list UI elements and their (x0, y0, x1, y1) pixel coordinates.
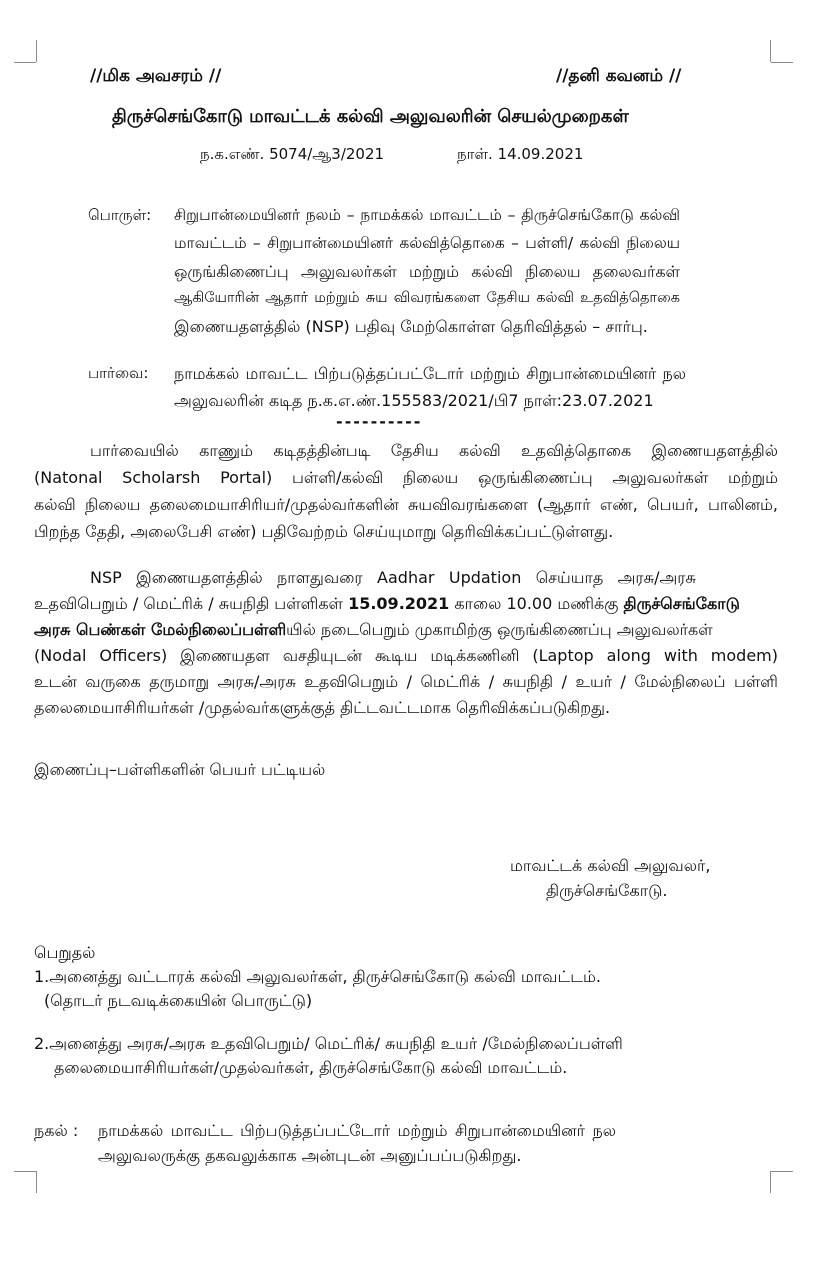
body-paragraph-line: தலைமையாசிரியர்கள் /முதல்வர்களுக்குத் திட்டவட்டமாக தெரிவிக்கப்படுகிறது. (34, 698, 611, 717)
paragraph-text: யில் நடைபெறும் முகாமிற்கு ஒருங்கிணைப்பு அலுவலர்கள் (286, 620, 713, 639)
subject-line: ஒருங்கிணைப்பு அலுவலர்கள் மற்றும் கல்வி நிலைய தலைவர்கள் (174, 262, 680, 281)
crop-mark-bottom-right-horizontal (771, 1171, 793, 1172)
copy-line: நாமக்கல் மாவட்ட பிற்படுத்தப்பட்டோர் மற்றும் சிறுபான்மையினர் நல (98, 1121, 616, 1140)
body-paragraph-line: கல்வி நிலைய தலைமையாசிரியர்/முதல்வர்களின் சுயவிவரங்களை (ஆதார் எண், பெயர், பாலினம், (34, 495, 778, 514)
copy-label: நகல் : (34, 1121, 79, 1140)
body-paragraph-line: NSP இணையதளத்தில் நாளதுவரை Aadhar Updation செய்யாத அரசு/அரசு (90, 568, 696, 587)
reference-label: பார்வை: (88, 364, 149, 382)
recipient-item-note: (தொடர் நடவடிக்கையின் பொருட்டு) (44, 991, 313, 1010)
subject-line: இணையதளத்தில் (NSP) பதிவு மேற்கொள்ள தெரிவித்தல் – சார்பு. (174, 317, 648, 336)
signatory-place: திருச்செங்கோடு. (546, 881, 668, 900)
crop-mark-bottom-left-vertical (36, 1171, 37, 1193)
enclosure-note: இணைப்பு–பள்ளிகளின் பெயர் பட்டியல் (34, 760, 326, 779)
subject-line: ஆகியோரின் ஆதார் மற்றும் சுய விவரங்களை தேசிய கல்வி உதவித்தொகை (174, 290, 680, 306)
reference-number: ந.க.எண். 5074/ஆ3/2021 (200, 145, 385, 163)
crop-mark-top-left-horizontal (14, 62, 36, 63)
urgency-tag: //மிக அவசரம் // (90, 66, 222, 86)
body-paragraph-line: (Nodal Officers) இணையதள வசதியுடன் கூடிய மடிக்கணினி (Laptop along with modem) (34, 646, 778, 665)
subject-line: மாவட்டம் – சிறுபான்மையினர் கல்வித்தொகை – பள்ளி/ கல்வி நிலைய (174, 234, 680, 252)
body-paragraph-line (34, 594, 740, 615)
recipients-label: பெறுதல் (34, 943, 96, 962)
crop-mark-bottom-left-horizontal (14, 1171, 36, 1172)
body-paragraph-line: (Natonal Scholarsh Portal) பள்ளி/கல்வி நிலைய ஒருங்கிணைப்பு அலுவலர்கள் மற்றும் (34, 468, 778, 487)
body-paragraph-line (34, 620, 713, 641)
document-title: திருச்செங்கோடு மாவட்டக் கல்வி அலுவலரின் செயல்முறைகள் (112, 106, 629, 127)
body-paragraph-line: உடன் வருகை தருமாறு அரசு/அரசு உதவிபெறும் / மெட்ரிக் / சுயநிதி / உயர் / மேல்நிலைப் பள்ளி (34, 672, 778, 691)
body-paragraph-line: பிறந்த தேதி, அலைபேசி எண்) பதிவேற்றம் செய்யுமாறு தெரிவிக்கப்பட்டுள்ளது. (34, 522, 614, 541)
body-paragraph-line: பார்வையில் காணும் கடிதத்தின்படி தேசிய கல்வி உதவித்தொகை இணையதளத்தில் (90, 441, 778, 460)
reference-separator: ---------- (336, 412, 423, 431)
crop-mark-top-right-vertical (770, 40, 771, 62)
document-date: நாள். 14.09.2021 (457, 145, 584, 163)
reference-line: நாமக்கல் மாவட்ட பிற்படுத்தப்பட்டோர் மற்றும் சிறுபான்மையினர் நல (174, 364, 686, 383)
reference-line: அலுவலரின் கடித ந.க.எ.ண்.155583/2021/பி7 நாள்:23.07.2021 (174, 391, 654, 410)
signatory-designation: மாவட்டக் கல்வி அலுவலர், (510, 856, 711, 875)
crop-mark-top-left-vertical (36, 40, 37, 62)
copy-line: அலுவலருக்கு தகவலுக்காக அன்புடன் அனுப்பப்படுகிறது. (98, 1146, 522, 1165)
camp-place: திருச்செங்கோடு (623, 594, 740, 613)
subject-line: சிறுபான்மையினர் நலம் – நாமக்கல் மாவட்டம் – திருச்செங்கோடு கல்வி (174, 206, 680, 224)
camp-date: 15.09.2021 (348, 594, 450, 613)
attention-tag: //தனி கவனம் // (556, 66, 682, 86)
recipient-item: 2.அனைத்து அரசு/அரசு உதவிபெறும்/ மெட்ரிக்/ சுயநிதி உயர் /மேல்நிலைப்பள்ளி (34, 1034, 623, 1053)
recipient-item: 1.அனைத்து வட்டாரக் கல்வி அலுவலர்கள், திருச்செங்கோடு கல்வி மாவட்டம். (34, 967, 601, 986)
crop-mark-top-right-horizontal (771, 62, 793, 63)
paragraph-text: காலை 10.00 மணிக்கு (449, 594, 624, 613)
paragraph-text: உதவிபெறும் / மெட்ரிக் / சுயநிதி பள்ளிகள் (34, 594, 349, 613)
recipient-item-note: தலைமையாசிரியர்கள்/முதல்வர்கள், திருச்செங்கோடு கல்வி மாவட்டம். (54, 1058, 568, 1077)
camp-venue: அரசு பெண்கள் மேல்நிலைப்பள்ளி (34, 620, 287, 639)
subject-label: பொருள்: (88, 206, 152, 224)
crop-mark-bottom-right-vertical (770, 1171, 771, 1193)
